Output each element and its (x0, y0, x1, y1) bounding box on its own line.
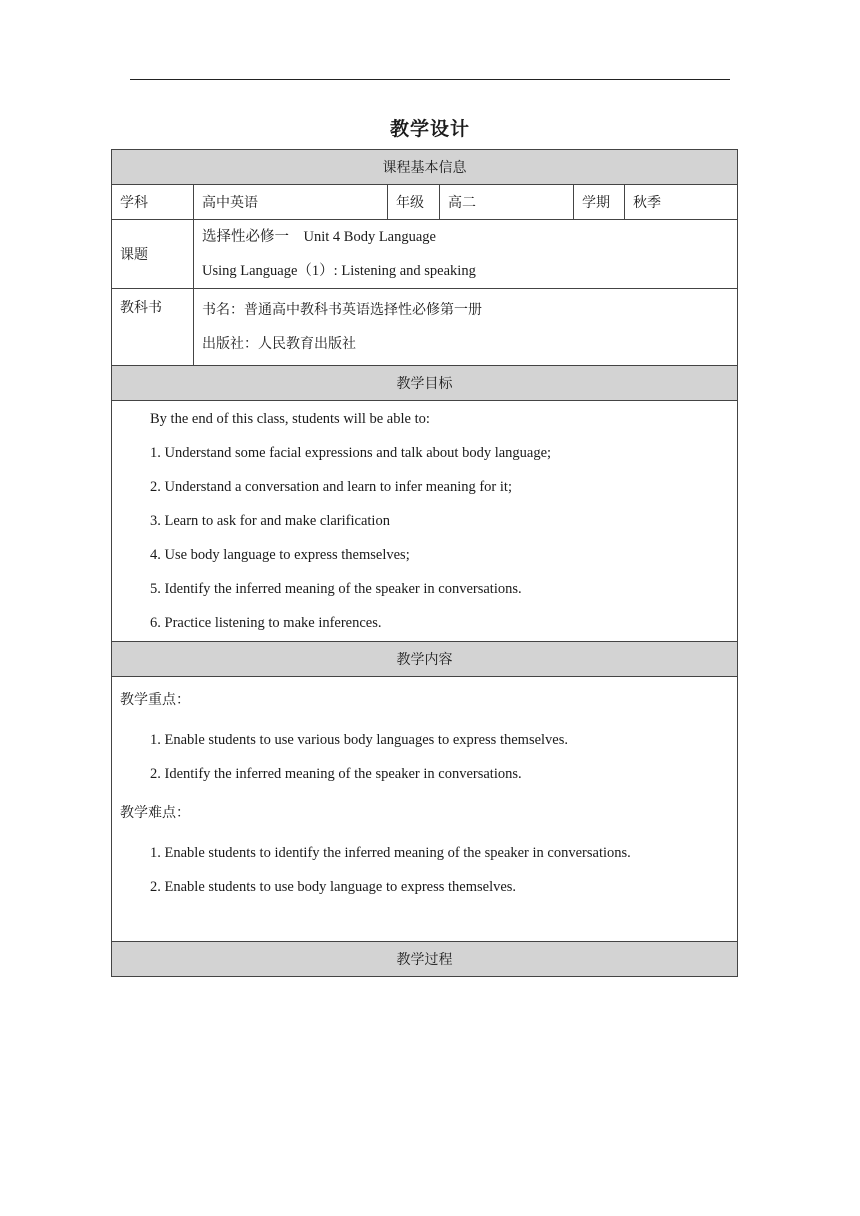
textbook-name: 书名：普通高中教科书英语选择性必修第一册 (202, 302, 482, 318)
topic-label: 课题 (112, 220, 194, 289)
objective-item: 3. Learn to ask for and make clarification (150, 513, 390, 529)
difficult-point-item: 1. Enable students to identify the inferred meaning of the speaker in conversations. (150, 845, 631, 861)
textbook-label: 教科书 (112, 289, 194, 366)
topic-line-1: 选择性必修一 Unit 4 Body Language (202, 229, 436, 245)
lesson-plan-table (111, 149, 738, 977)
content-cell (112, 677, 738, 942)
grade-label: 年级 (388, 185, 440, 220)
section-objectives-header: 教学目标 (112, 366, 738, 401)
term-label: 学期 (574, 185, 625, 220)
key-point-item: 1. Enable students to use various body languages to express themselves. (150, 732, 569, 748)
document-title: 教学设计 (389, 118, 470, 140)
term-value: 秋季 (625, 185, 738, 220)
key-point-item: 2. Identify the inferred meaning of the speaker in conversations. (150, 766, 522, 782)
objective-item: 5. Identify the inferred meaning of the speaker in conversations. (150, 581, 522, 597)
topic-line-2: Using Language（1）: Listening and speaking (202, 263, 476, 279)
topic-cell (194, 220, 738, 289)
textbook-publisher: 出版社：人民教育出版社 (202, 336, 356, 352)
grade-value: 高二 (440, 185, 574, 220)
objective-item: 6. Practice listening to make inferences. (150, 615, 382, 631)
objective-item: 4. Use body language to express themselves; (150, 547, 410, 563)
difficult-point-item: 2. Enable students to use body language to express themselves. (150, 879, 517, 895)
section-content-header: 教学内容 (112, 642, 738, 677)
subject-label: 学科 (112, 185, 194, 220)
objectives-cell (112, 401, 738, 642)
objective-item: 1. Understand some facial expressions and talk about body language; (150, 445, 552, 461)
objectives-intro: By the end of this class, students will be able to: (150, 411, 430, 427)
section-process-header: 教学过程 (112, 942, 738, 977)
objective-item: 2. Understand a conversation and learn to infer meaning for it; (150, 479, 512, 495)
subject-value: 高中英语 (194, 185, 388, 220)
key-points-label: 教学重点： (120, 692, 190, 708)
section-basic-info-header: 课程基本信息 (112, 150, 738, 185)
textbook-cell (194, 289, 738, 366)
header-rule (130, 79, 730, 80)
difficult-points-label: 教学难点： (120, 805, 190, 821)
